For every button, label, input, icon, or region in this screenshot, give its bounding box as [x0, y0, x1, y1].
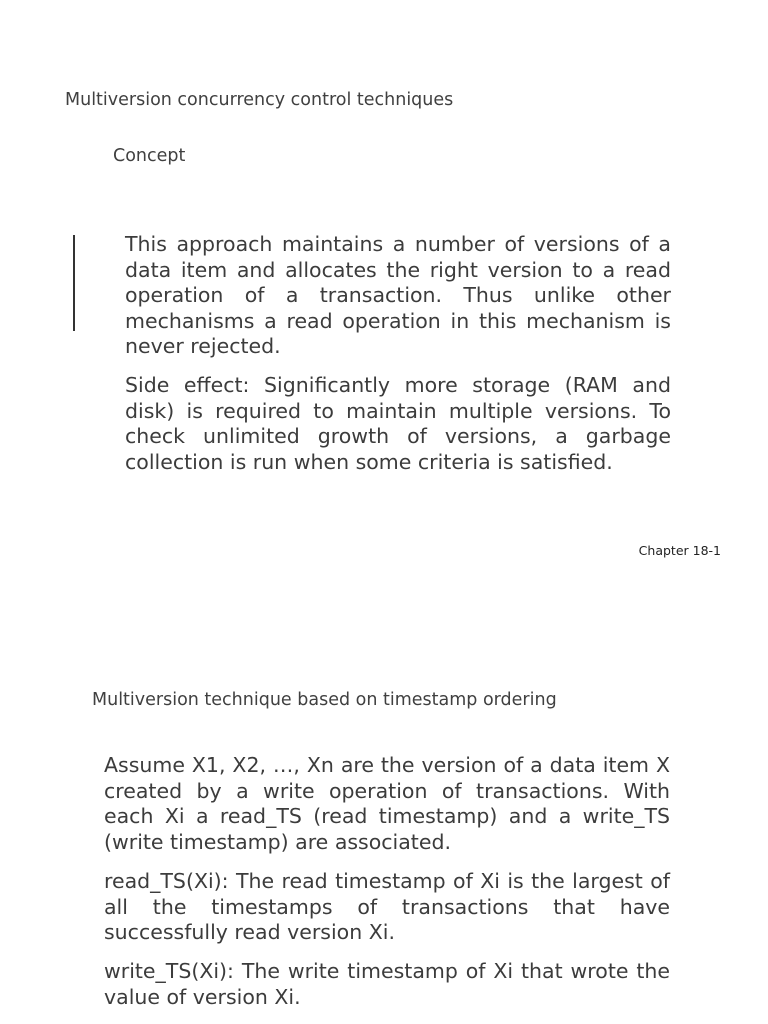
slide2-paragraph-assume: Assume X1, X2, …, Xn are the version of a data item X created by a write operation of transactions. With each Xi a read_TS (read timestamp) and a write_TS (write timestamp) are associated. [104, 753, 670, 854]
slide1-paragraph-concept: This approach maintains a number of versions of a data item and allocates the right version to a read operation of a transaction. Thus unlike other mechanisms a read operation in this mechanism is never rejected. [125, 232, 671, 359]
slide2-title: Multiversion technique based on timestamp ordering [92, 690, 557, 710]
slide2-paragraph-write-ts: write_TS(Xi): The write timestamp of Xi that wrote the value of version Xi. [104, 959, 670, 1009]
slide2-paragraph-read-ts: read_TS(Xi): The read timestamp of Xi is the largest of all the timestamps of transactions that have successfully read version Xi. [104, 869, 670, 945]
slide1-title: Multiversion concurrency control techniques [65, 90, 454, 110]
chapter-footer: Chapter 18-1 [638, 543, 721, 558]
margin-bar [73, 235, 75, 331]
slide1-paragraph-side-effect: Side effect: Significantly more storage (RAM and disk) is required to maintain multiple versions. To check unlimited growth of versions, a garbage collection is run when some criteria is satisfied. [125, 373, 671, 474]
slide1-subtitle: Concept [113, 146, 186, 166]
